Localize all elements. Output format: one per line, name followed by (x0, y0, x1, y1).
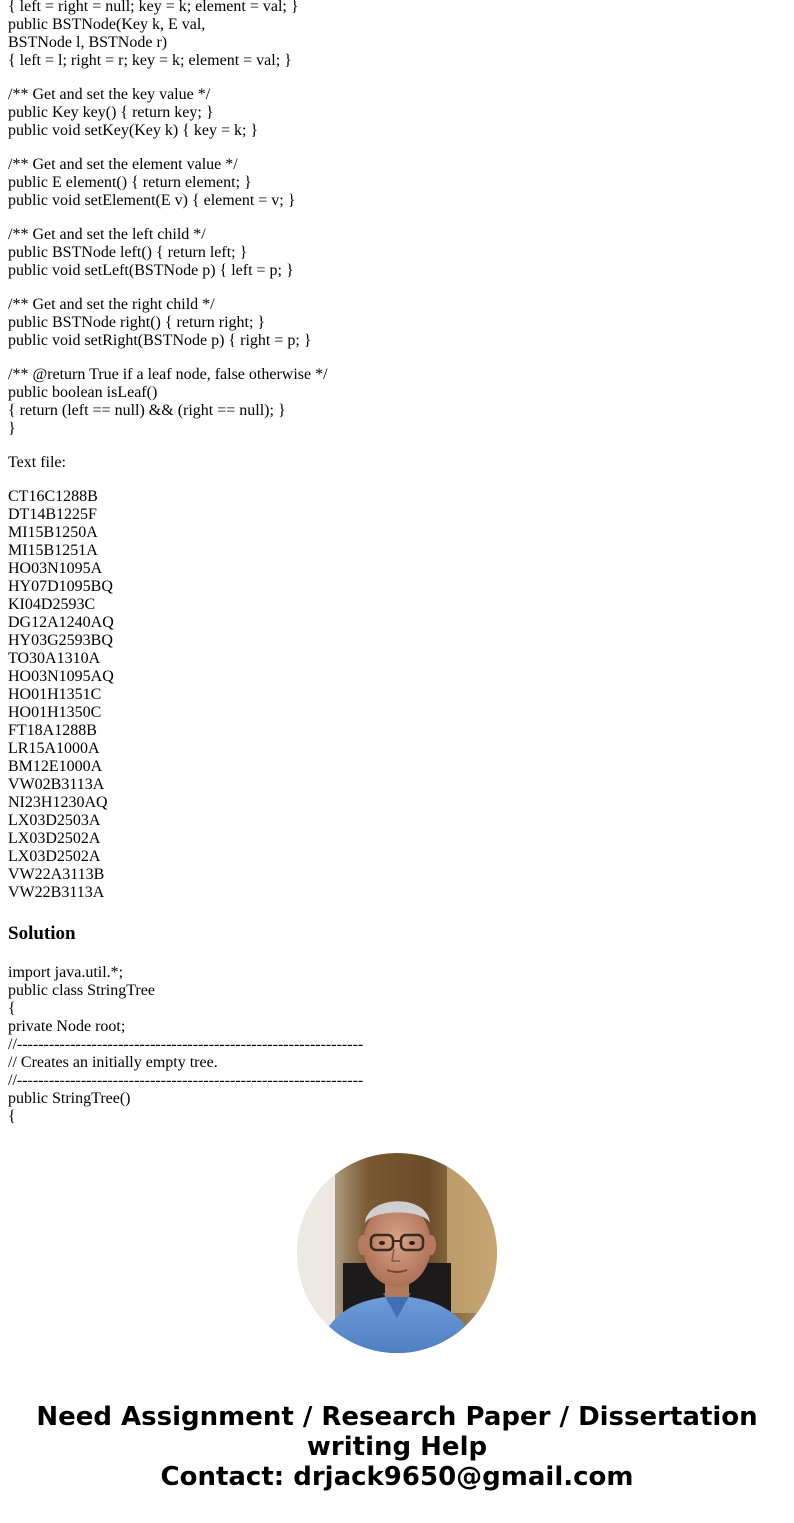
text-file-entry: MI15B1251A (8, 542, 98, 559)
text-file-entry: VW22B3113A (8, 884, 105, 901)
text-file-entry: KI04D2593C (8, 596, 96, 613)
author-photo (297, 1153, 497, 1353)
code-line: { left = l; right = r; key = k; element = val; } (8, 52, 292, 69)
text-file-entry: HO03N1095A (8, 560, 103, 577)
code-line: public BSTNode right() { return right; } (8, 314, 266, 331)
solution-code (8, 964, 786, 1126)
code-line: /** Get and set the left child */ (8, 226, 206, 243)
solution-code-line: private Node root; (8, 1018, 126, 1035)
code-line: public void setKey(Key k) { key = k; } (8, 122, 259, 139)
text-file-list (8, 488, 786, 902)
code-paragraph (8, 0, 786, 70)
text-file-label-block (8, 454, 786, 472)
solution-code-line: public class StringTree (8, 982, 155, 999)
code-line: BSTNode l, BSTNode r) (8, 34, 168, 51)
text-file-entry: CT16C1288B (8, 488, 98, 505)
code-line: public void setElement(E v) { element = v; } (8, 192, 296, 209)
text-file-entry: HO01H1351C (8, 686, 102, 703)
promo-contact: Contact: drjack9650@gmail.com (160, 1462, 634, 1492)
text-file-entry: DT14B1225F (8, 506, 97, 523)
solution-heading: Solution (8, 923, 76, 944)
text-file-entry: NI23H1230AQ (8, 794, 108, 811)
code-line: public BSTNode left() { return left; } (8, 244, 248, 261)
text-file-entry: HY03G2593BQ (8, 632, 113, 649)
solution-code-line: { (8, 1108, 16, 1125)
code-line: { left = right = null; key = k; element = val; } (8, 0, 299, 15)
code-line: /** Get and set the right child */ (8, 296, 215, 313)
portrait-image (297, 1153, 497, 1353)
code-listing-top (8, 0, 786, 438)
text-file-entry: LR15A1000A (8, 740, 100, 757)
text-file-entry: TO30A1310A (8, 650, 101, 667)
code-line: { return (left == null) && (right == null); } (8, 402, 286, 419)
code-line: } (8, 420, 16, 437)
text-file-entry: HO03N1095AQ (8, 668, 114, 685)
code-line: /** @return True if a leaf node, false otherwise */ (8, 366, 328, 383)
code-paragraph (8, 156, 786, 210)
text-file-entry: LX03D2502A (8, 848, 101, 865)
solution-code-line: // Creates an initially empty tree. (8, 1054, 218, 1071)
code-line: public boolean isLeaf() (8, 384, 158, 401)
code-line: public E element() { return element; } (8, 174, 252, 191)
code-line: public Key key() { return key; } (8, 104, 214, 121)
promo-line-1: Need Assignment / Research Paper / Dissertation (36, 1402, 758, 1432)
text-file-entry: DG12A1240AQ (8, 614, 114, 631)
text-file-entry: HO01H1350C (8, 704, 102, 721)
code-line: /** Get and set the key value */ (8, 86, 211, 103)
text-file-label: Text file: (8, 454, 66, 471)
solution-code-line: //----------------------------------------------------------------- (8, 1036, 364, 1053)
text-file-entry: FT18A1288B (8, 722, 97, 739)
text-file-entry: HY07D1095BQ (8, 578, 113, 595)
code-line: /** Get and set the element value */ (8, 156, 238, 173)
code-paragraph (8, 296, 786, 350)
text-file-entry: BM12E1000A (8, 758, 103, 775)
text-file-entry: MI15B1250A (8, 524, 98, 541)
text-file-entry: LX03D2503A (8, 812, 101, 829)
text-file-entry: LX03D2502A (8, 830, 101, 847)
solution-code-line: //----------------------------------------------------------------- (8, 1072, 364, 1089)
promo-line-2: writing Help (306, 1432, 488, 1462)
text-file-entry: VW22A3113B (8, 866, 105, 883)
solution-code-line: public StringTree() (8, 1090, 131, 1107)
text-file-entry: VW02B3113A (8, 776, 105, 793)
code-paragraph (8, 86, 786, 140)
code-paragraph (8, 226, 786, 280)
code-line: public BSTNode(Key k, E val, (8, 16, 206, 33)
solution-code-line: { (8, 1000, 16, 1017)
code-line: public void setLeft(BSTNode p) { left = p; } (8, 262, 294, 279)
document-content (8, 0, 786, 1126)
solution-code-line: import java.util.*; (8, 964, 124, 981)
promo-banner (0, 1402, 794, 1492)
code-paragraph (8, 366, 786, 438)
code-line: public void setRight(BSTNode p) { right = p; } (8, 332, 312, 349)
